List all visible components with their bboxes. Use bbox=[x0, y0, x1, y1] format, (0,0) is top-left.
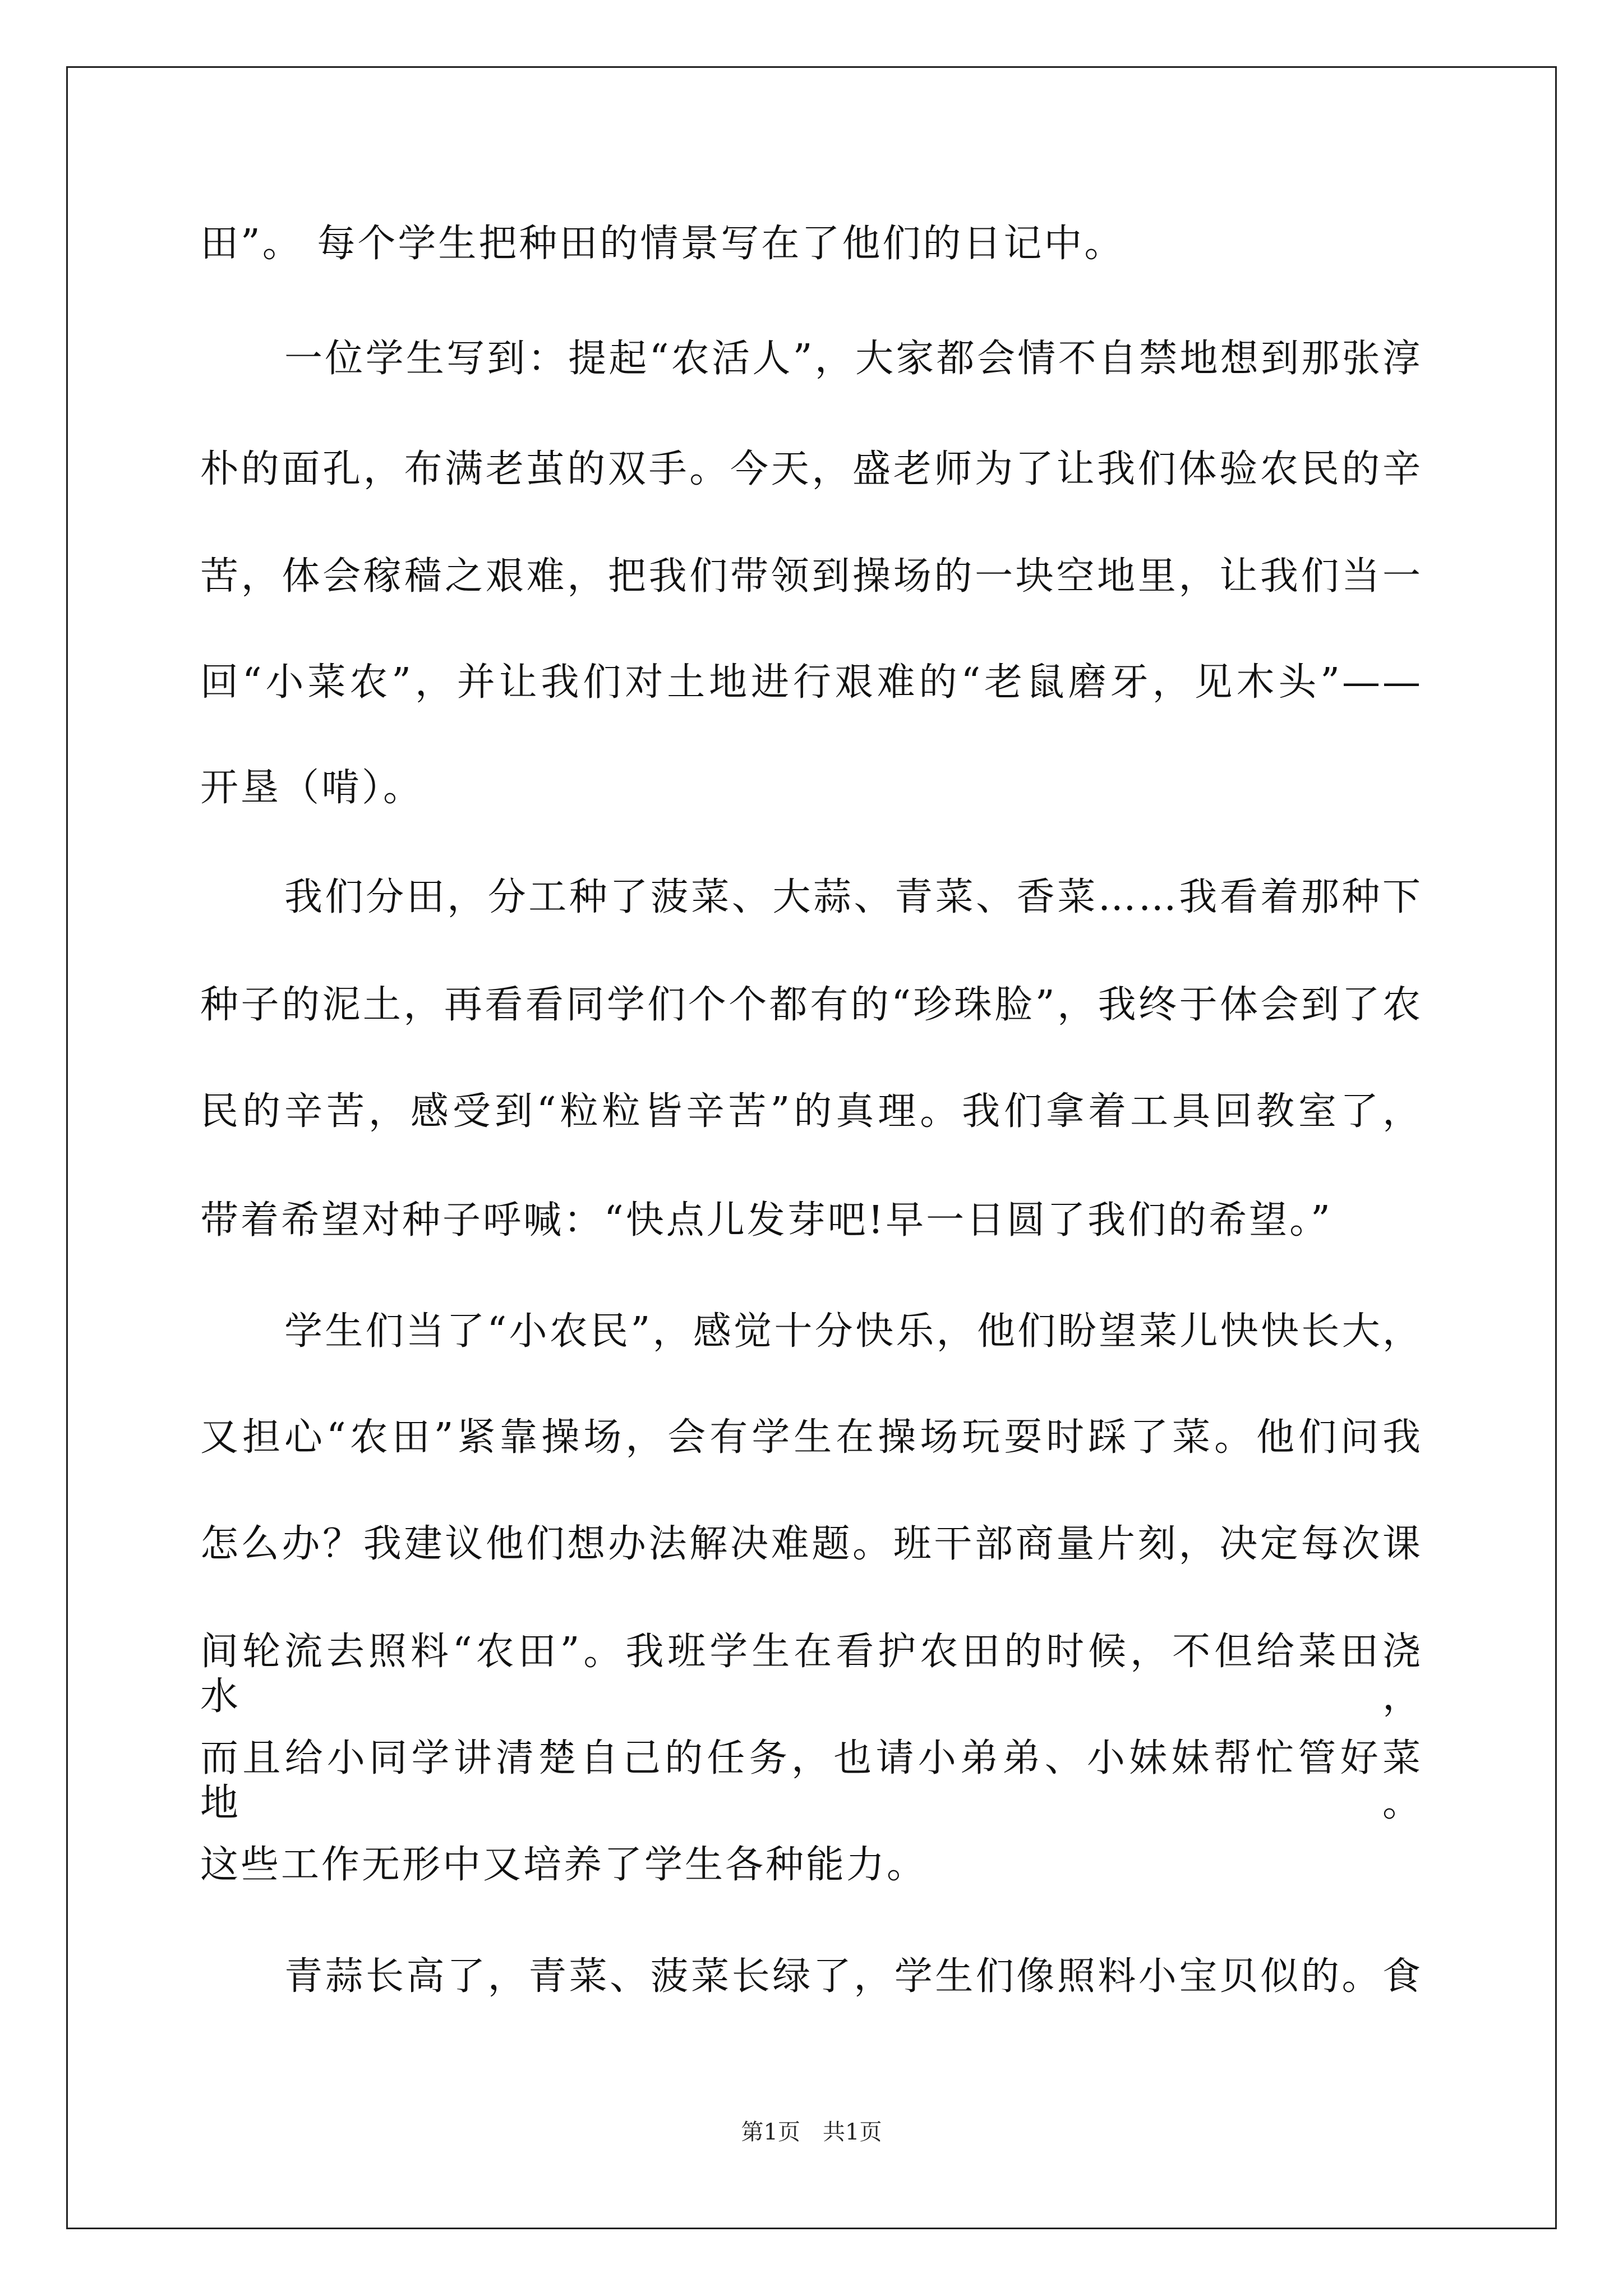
text-line: 间轮流去照料“农田”。我班学生在看护农田的时候，不但给菜田浇水， bbox=[200, 1630, 1423, 1719]
text-line: 怎么办？我建议他们想办法解决难题。班干部商量片刻，决定每次课 bbox=[200, 1522, 1423, 1566]
text-line: 学生们当了“小农民”，感觉十分快乐，他们盼望菜儿快快长大， bbox=[284, 1309, 1423, 1354]
text-line: 回“小菜农”，并让我们对土地进行艰难的“老鼠磨牙，见木头”—— bbox=[200, 660, 1423, 705]
text-line: 又担心“农田”紧靠操场，会有学生在操场玩耍时踩了菜。他们问我 bbox=[200, 1415, 1423, 1460]
text-line: 种子的泥土，再看看同学们个个都有的“珍珠脸”，我终于体会到了农 bbox=[200, 983, 1423, 1027]
text-line: 青蒜长高了，青菜、菠菜长绿了，学生们像照料小宝贝似的。食 bbox=[284, 1954, 1423, 1999]
text-line: 带着希望对种子呼喊：“快点儿发芽吧!早一日圆了我们的希望。” bbox=[200, 1198, 1332, 1243]
page-border bbox=[66, 66, 1557, 2229]
text-line: 田”。 每个学生把种田的情景写在了他们的日记中。 bbox=[200, 222, 1125, 266]
text-line: 开垦（啃）。 bbox=[200, 766, 424, 810]
text-line: 朴的面孔，布满老茧的双手。今天，盛老师为了让我们体验农民的辛 bbox=[200, 447, 1423, 491]
text-line: 我们分田，分工种了菠菜、大蒜、青菜、香菜……我看着那种下 bbox=[284, 875, 1423, 919]
text-line: 而且给小同学讲清楚自己的任务，也请小弟弟、小妹妹帮忙管好菜地。 bbox=[200, 1736, 1423, 1825]
text-line: 一位学生写到：提起“农活人”，大家都会情不自禁地想到那张淳 bbox=[284, 337, 1423, 381]
page-number-footer: 第1页 共1页 bbox=[741, 2119, 882, 2145]
text-line: 这些工作无形中又培养了学生各种能力。 bbox=[200, 1843, 928, 1887]
text-line: 民的辛苦，感受到“粒粒皆辛苦”的真理。我们拿着工具回教室了， bbox=[200, 1089, 1423, 1134]
text-line: 苦，体会稼穑之艰难，把我们带领到操场的一块空地里，让我们当一 bbox=[200, 554, 1423, 599]
